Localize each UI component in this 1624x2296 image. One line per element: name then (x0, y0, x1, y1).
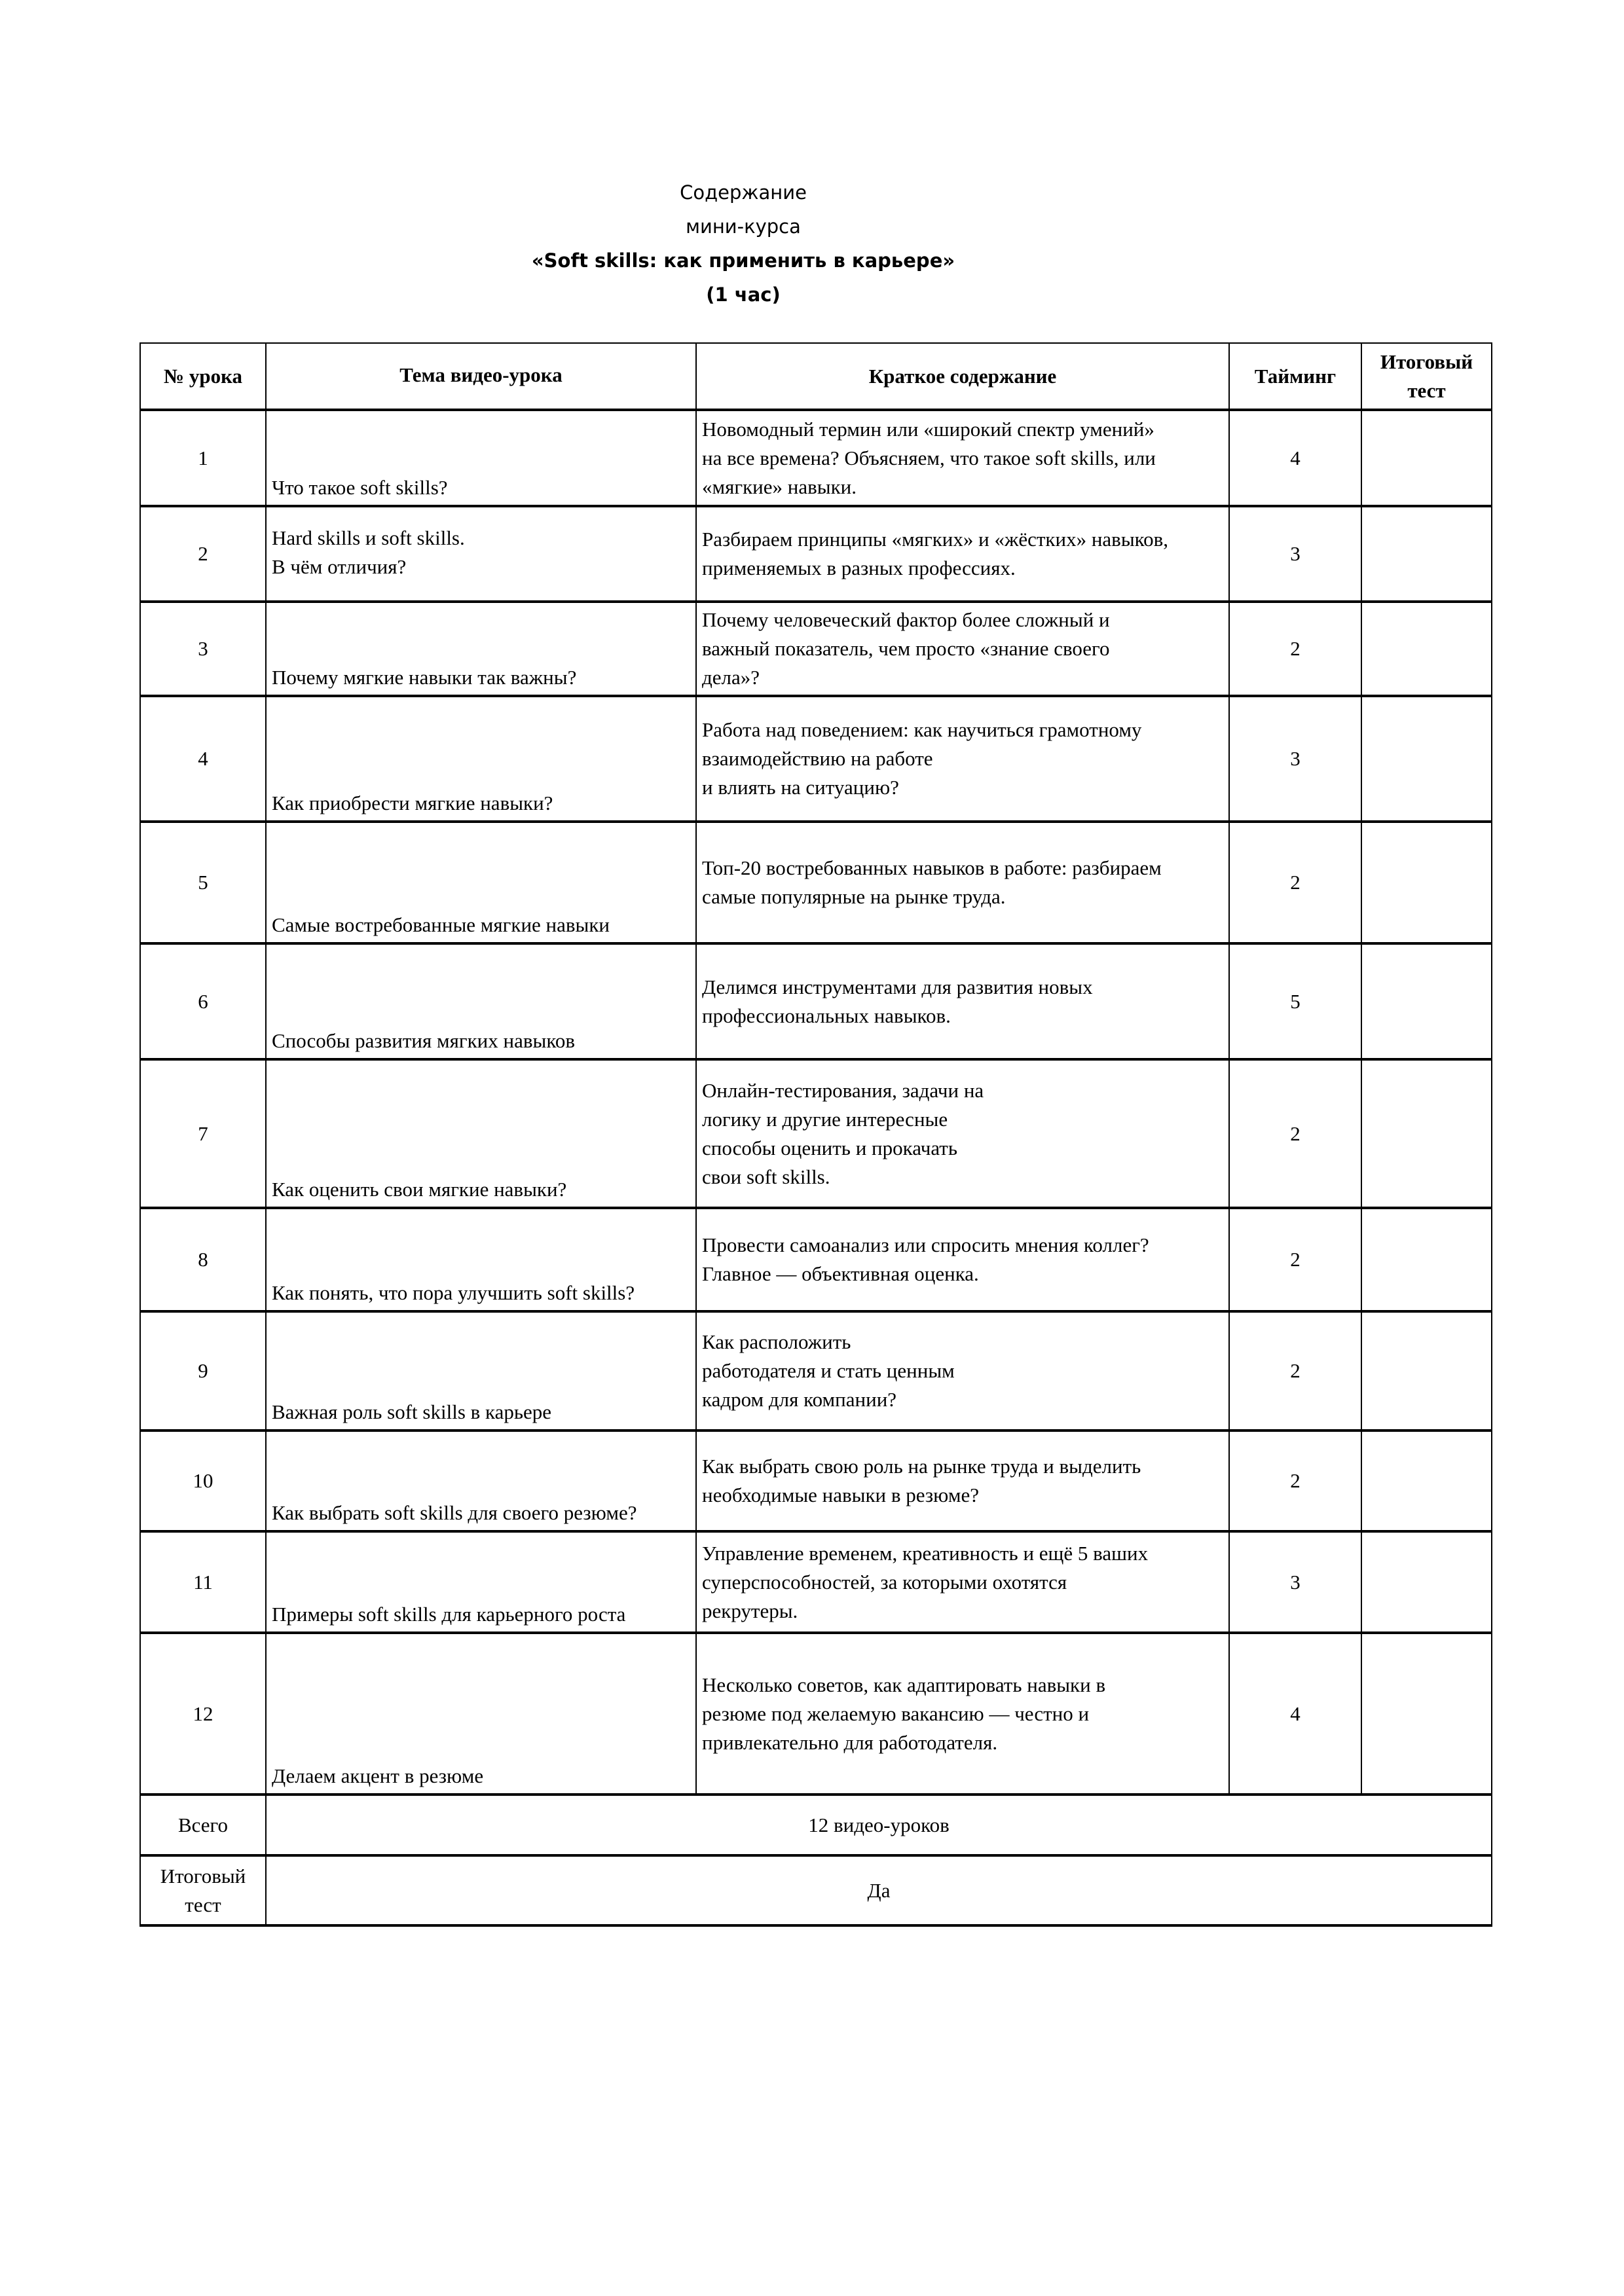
lesson-topic: Hard skills и soft skills. В чём отличия? (266, 506, 696, 602)
lesson-timing: 4 (1229, 1633, 1361, 1795)
lesson-number: 11 (140, 1531, 266, 1633)
lesson-summary: Как выбрать свою роль на рынке труда и выделить необходимые навыки в резюме? (696, 1430, 1229, 1531)
lesson-topic: Примеры soft skills для карьерного роста (266, 1531, 696, 1633)
lesson-number: 2 (140, 506, 266, 602)
lesson-number: 12 (140, 1633, 266, 1795)
lesson-summary: Несколько советов, как адаптировать навыки в резюме под желаемую вакансию — честно и привлекательно для работодателя. (696, 1633, 1229, 1795)
lesson-row (140, 602, 1492, 696)
lesson-final-test (1361, 1059, 1492, 1208)
total-value: 12 видео-уроков (266, 1795, 1492, 1855)
final-test-row (140, 1855, 1492, 1925)
lesson-row (140, 696, 1492, 822)
lesson-summary: Новомодный термин или «широкий спектр умений» на все времена? Объясняем, что такое soft skills, или «мягкие» навыки. (696, 410, 1229, 506)
lesson-topic: Самые востребованные мягкие навыки (266, 822, 696, 943)
lesson-timing: 3 (1229, 506, 1361, 602)
lesson-final-test (1361, 410, 1492, 506)
lesson-final-test (1361, 1311, 1492, 1430)
header-timing: Тайминг (1229, 343, 1361, 410)
course-contents-table (139, 342, 1492, 1927)
lesson-row (140, 506, 1492, 602)
lesson-topic: Как приобрести мягкие навыки? (266, 696, 696, 822)
lesson-topic: Что такое soft skills? (266, 410, 696, 506)
document-title (0, 175, 1486, 312)
lesson-row (140, 822, 1492, 943)
table-header-row (140, 343, 1492, 410)
course-duration: (1 час) (706, 283, 781, 306)
lesson-summary: Управление временем, креативность и ещё 5 ваших суперспособностей, за которыми охотятся рекрутеры. (696, 1531, 1229, 1633)
lesson-topic: Делаем акцент в резюме (266, 1633, 696, 1795)
lesson-timing: 2 (1229, 822, 1361, 943)
lesson-row (140, 1430, 1492, 1531)
lesson-summary: Провести самоанализ или спросить мнения коллег? Главное — объективная оценка. (696, 1208, 1229, 1311)
lesson-number: 3 (140, 602, 266, 696)
lesson-number: 8 (140, 1208, 266, 1311)
header-topic: Тема видео-урока (266, 343, 696, 410)
lesson-topic: Как понять, что пора улучшить soft skills? (266, 1208, 696, 1311)
final-test-label: Итоговый тест (140, 1855, 266, 1925)
lesson-timing: 2 (1229, 1059, 1361, 1208)
lesson-summary: Делимся инструментами для развития новых профессиональных навыков. (696, 943, 1229, 1059)
lesson-topic: Способы развития мягких навыков (266, 943, 696, 1059)
lesson-summary: Разбираем принципы «мягких» и «жёстких» навыков, применяемых в разных профессиях. (696, 506, 1229, 602)
lesson-topic: Почему мягкие навыки так важны? (266, 602, 696, 696)
lesson-number: 1 (140, 410, 266, 506)
lesson-topic: Как оценить свои мягкие навыки? (266, 1059, 696, 1208)
final-test-value: Да (266, 1855, 1492, 1925)
total-row (140, 1795, 1492, 1855)
lesson-number: 9 (140, 1311, 266, 1430)
lesson-timing: 2 (1229, 1208, 1361, 1311)
lesson-row (140, 1059, 1492, 1208)
lesson-summary: Почему человеческий фактор более сложный и важный показатель, чем просто «знание своего дела»? (696, 602, 1229, 696)
lesson-number: 5 (140, 822, 266, 943)
lesson-summary: Топ-20 востребованных навыков в работе: разбираем самые популярные на рынке труда. (696, 822, 1229, 943)
lesson-timing: 4 (1229, 410, 1361, 506)
header-summary: Краткое содержание (696, 343, 1229, 410)
lesson-number: 7 (140, 1059, 266, 1208)
lesson-summary: Как расположить работодателя и стать ценным кадром для компании? (696, 1311, 1229, 1430)
lesson-final-test (1361, 1208, 1492, 1311)
lesson-final-test (1361, 696, 1492, 822)
lesson-topic: Важная роль soft skills в карьере (266, 1311, 696, 1430)
lesson-final-test (1361, 943, 1492, 1059)
lesson-timing: 2 (1229, 1311, 1361, 1430)
lesson-final-test (1361, 602, 1492, 696)
header-lesson-number: № урока (140, 343, 266, 410)
lesson-row (140, 1531, 1492, 1633)
lesson-number: 10 (140, 1430, 266, 1531)
lesson-final-test (1361, 1430, 1492, 1531)
lesson-row (140, 1311, 1492, 1430)
lesson-timing: 2 (1229, 1430, 1361, 1531)
lesson-row (140, 943, 1492, 1059)
header-final-test: Итоговый тест (1361, 343, 1492, 410)
lesson-timing: 5 (1229, 943, 1361, 1059)
lesson-row (140, 1208, 1492, 1311)
lesson-row (140, 1633, 1492, 1795)
title-line-contents: Содержание (680, 181, 807, 204)
title-line-minicourse: мини-курса (686, 215, 801, 238)
lesson-topic: Как выбрать soft skills для своего резюме? (266, 1430, 696, 1531)
lesson-final-test (1361, 822, 1492, 943)
lesson-summary: Работа над поведением: как научиться грамотному взаимодействию на работе и влиять на ситуацию? (696, 696, 1229, 822)
lesson-number: 6 (140, 943, 266, 1059)
lesson-number: 4 (140, 696, 266, 822)
lesson-timing: 3 (1229, 696, 1361, 822)
total-label: Всего (140, 1795, 266, 1855)
lesson-summary: Онлайн-тестирования, задачи на логику и другие интересные способы оценить и прокачать свои soft skills. (696, 1059, 1229, 1208)
lesson-final-test (1361, 1531, 1492, 1633)
lesson-final-test (1361, 506, 1492, 602)
course-name: «Soft skills: как применить в карьере» (531, 249, 955, 272)
lesson-timing: 2 (1229, 602, 1361, 696)
lesson-timing: 3 (1229, 1531, 1361, 1633)
lesson-final-test (1361, 1633, 1492, 1795)
lesson-row (140, 410, 1492, 506)
